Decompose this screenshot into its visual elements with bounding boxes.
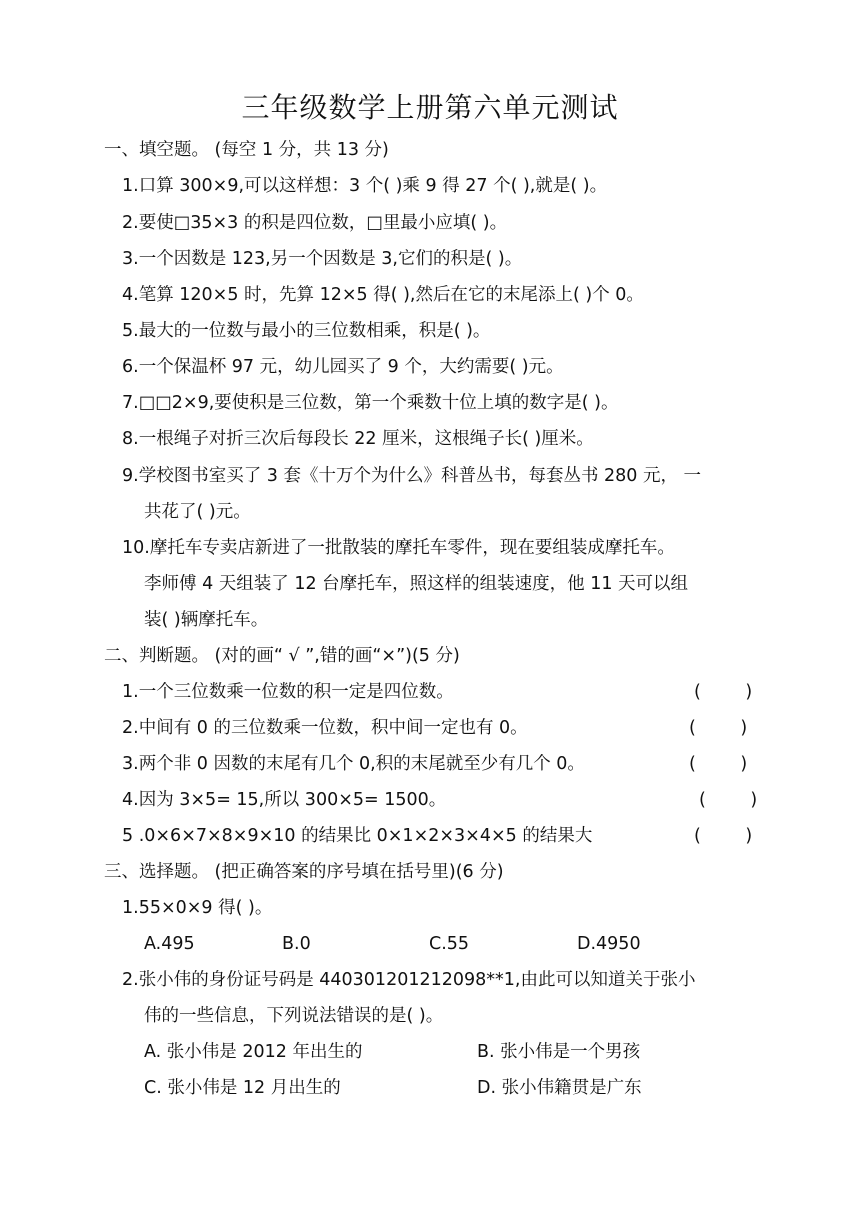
option-b: B.0 — [282, 934, 311, 954]
question-2-4: 4.因为 3×5= 15,所以 300×5= 1500。 — [122, 790, 447, 810]
option-c: C.55 — [429, 934, 470, 954]
answer-paren: ( ) — [689, 718, 748, 738]
question-1-8: 8.一根绳子对折三次后每段长 22 厘米，这根绳子长( )厘米。 — [122, 429, 594, 449]
answer-paren: ( ) — [699, 790, 758, 810]
question-1-2: 2.要使□35×3 的积是四位数，□里最小应填( )。 — [122, 213, 508, 233]
question-3-2: 2.张小伟的身份证号码是 440301201212098**1,由此可以知道关于张小 — [122, 970, 696, 990]
option-a: A. 张小伟是 2012 年出生的 — [144, 1042, 363, 1062]
answer-paren: ( ) — [694, 826, 753, 846]
question-2-5: 5 .0×6×7×8×9×10 的结果比 0×1×2×3×4×5 的结果大 — [122, 826, 593, 846]
option-d: D.4950 — [577, 934, 641, 954]
question-3-1: 1.55×0×9 得( )。 — [122, 898, 273, 918]
option-c: C. 张小伟是 12 月出生的 — [144, 1078, 341, 1098]
question-1-9: 9.学校图书室买了 3 套《十万个为什么》科普丛书，每套丛书 280 元， 一 — [122, 466, 702, 486]
question-1-7: 7.□□2×9,要使积是三位数，第一个乘数十位上填的数字是( )。 — [122, 393, 619, 413]
section-heading-true-false: 二、判断题。 (对的画“ √ ”,错的画“×”)(5 分) — [104, 646, 460, 666]
option-d: D. 张小伟籍贯是广东 — [477, 1078, 642, 1098]
question-1-4: 4.笔算 120×5 时，先算 12×5 得( ),然后在它的末尾添上( )个 0。 — [122, 285, 644, 305]
question-1-10-continued: 李师傅 4 天组装了 12 台摩托车，照这样的组装速度，他 11 天可以组 — [144, 574, 689, 594]
question-1-6: 6.一个保温杯 97 元，幼儿园买了 9 个，大约需要( )元。 — [122, 357, 564, 377]
section-heading-multiple-choice: 三、选择题。 (把正确答案的序号填在括号里)(6 分) — [104, 862, 504, 882]
question-1-9-continued: 共花了( )元。 — [144, 502, 251, 522]
option-b: B. 张小伟是一个男孩 — [477, 1042, 641, 1062]
question-2-3: 3.两个非 0 因数的末尾有几个 0,积的末尾就至少有几个 0。 — [122, 754, 585, 774]
question-3-2-continued: 伟的一些信息，下列说法错误的是( )。 — [144, 1006, 444, 1026]
question-1-10-continued-2: 装( )辆摩托车。 — [144, 610, 269, 630]
page-title: 三年级数学上册第六单元测试 — [241, 91, 619, 124]
option-a: A.495 — [144, 934, 195, 954]
section-heading-fill-blank: 一、填空题。 (每空 1 分，共 13 分) — [104, 140, 389, 160]
question-2-2: 2.中间有 0 的三位数乘一位数，积中间一定也有 0。 — [122, 718, 528, 738]
answer-paren: ( ) — [689, 754, 748, 774]
question-1-10: 10.摩托车专卖店新进了一批散装的摩托车零件，现在要组装成摩托车。 — [122, 538, 675, 558]
question-1-3: 3.一个因数是 123,另一个因数是 3,它们的积是( )。 — [122, 249, 523, 269]
question-2-1: 1.一个三位数乘一位数的积一定是四位数。 — [122, 682, 454, 702]
answer-paren: ( ) — [694, 682, 753, 702]
question-1-1: 1.口算 300×9,可以这样想：3 个( )乘 9 得 27 个( ),就是( )。 — [122, 176, 608, 196]
question-1-5: 5.最大的一位数与最小的三位数相乘，积是( )。 — [122, 321, 491, 341]
